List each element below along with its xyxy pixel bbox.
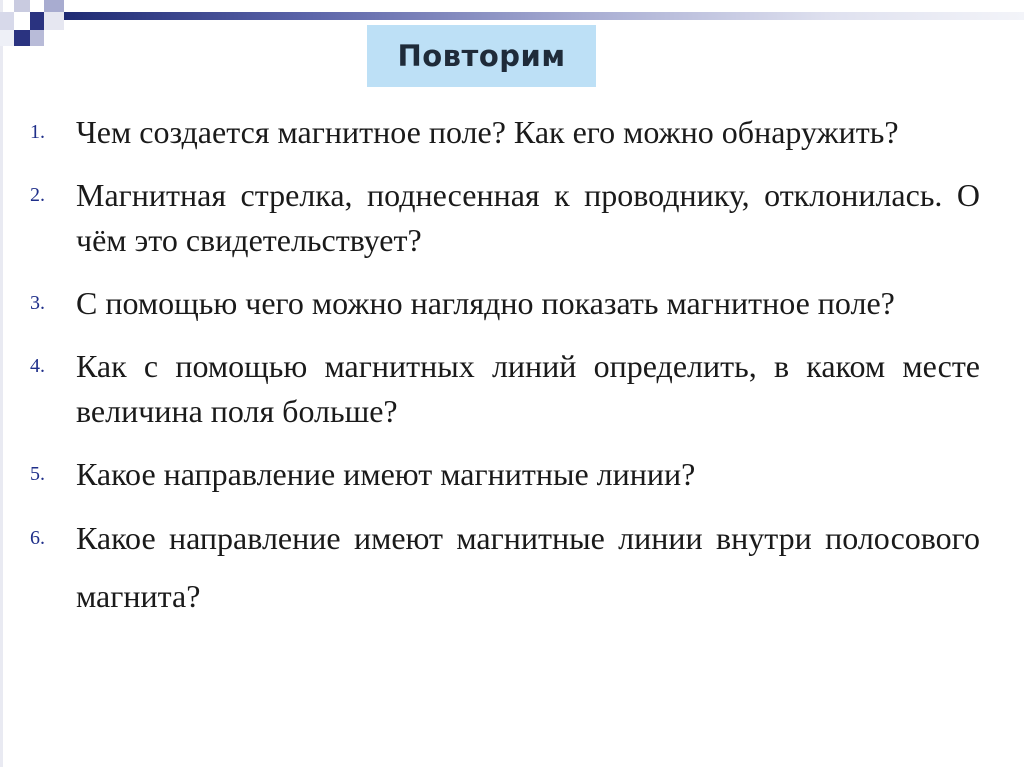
question-item (0, 509, 1024, 625)
top-gradient-bar (64, 12, 1024, 20)
question-item (0, 452, 1024, 497)
question-text: Магнитная стрелка, поднесенная к проводнику, отклонилась. О чём это свидетельствует? (76, 177, 980, 258)
question-number: 3. (30, 292, 45, 314)
slide-title: Повторим (397, 39, 566, 73)
question-text: Какое направление имеют магнитные линии? (76, 456, 696, 492)
question-number: 4. (30, 355, 45, 377)
question-list (0, 110, 1024, 643)
question-number: 2. (30, 184, 45, 206)
question-item (0, 281, 1024, 326)
question-number: 1. (30, 121, 45, 143)
question-text: Чем создается магнитное поле? Как его можно обнаружить? (76, 114, 899, 150)
question-item (0, 110, 1024, 155)
question-number: 5. (30, 463, 45, 485)
title-box (367, 25, 596, 87)
question-item (0, 344, 1024, 434)
question-number: 6. (30, 527, 45, 549)
question-text: С помощью чего можно наглядно показать магнитное поле? (76, 285, 895, 321)
question-item (0, 173, 1024, 263)
question-text: Какое направление имеют магнитные линии внутри полосового магнита? (76, 520, 980, 614)
question-text: Как с помощью магнитных линий определить, в каком месте величина поля больше? (76, 348, 980, 429)
